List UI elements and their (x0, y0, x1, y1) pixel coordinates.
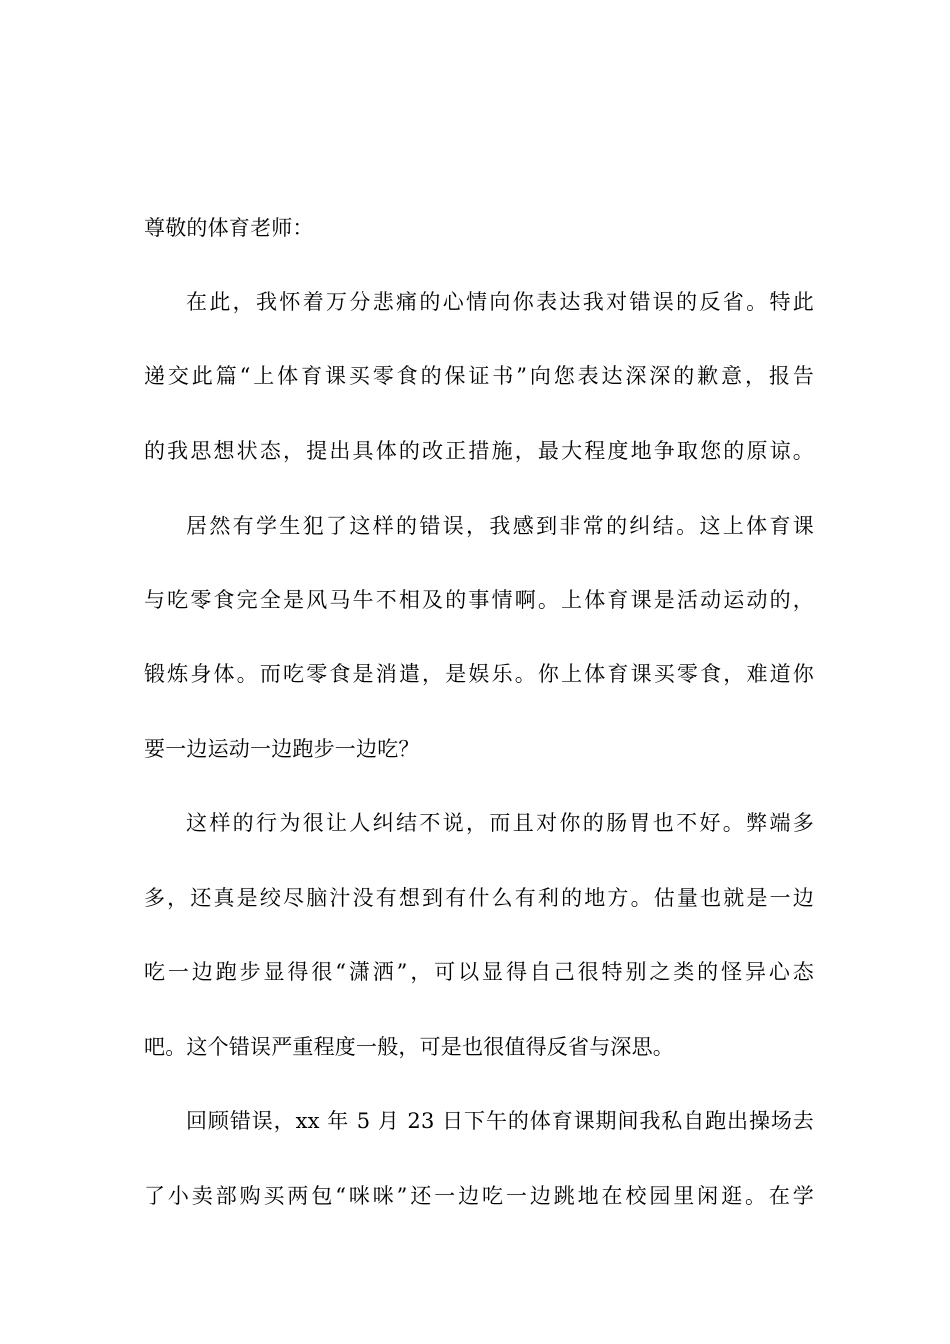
paragraph-4-line-1: 回顾错误，xx 年 5 月 23 日下午的体育课期间我私自跑出操场去 (186, 1109, 814, 1133)
paragraph-3-line-2: 多，还真是绞尽脑汁没有想到有什么有利的地方。估量也就是一边 (144, 886, 814, 910)
paragraph-2-line-1: 居然有学生犯了这样的错误，我感到非常的纠结。这上体育课 (186, 514, 814, 538)
paragraph-3-line-3: 吃一边跑步显得很“潇洒”，可以显得自己很特别之类的怪异心态 (144, 960, 814, 984)
paragraph-1-line-2: 递交此篇“上体育课买零食的保证书”向您表达深深的歉意，报告 (144, 364, 814, 388)
paragraph-3-line-1: 这样的行为很让人纠结不说，而且对你的肠胃也不好。弊端多 (186, 811, 814, 835)
salutation: 尊敬的体育老师： (144, 216, 314, 240)
paragraph-1-line-3: 的我思想状态，提出具体的改正措施，最大程度地争取您的原谅。 (144, 439, 814, 463)
paragraph-4-line-2: 了小卖部购买两包“咪咪”还一边吃一边跳地在校园里闲逛。在学 (144, 1184, 814, 1208)
paragraph-3-line-4: 吧。这个错误严重程度一般，可是也很值得反省与深思。 (144, 1035, 674, 1059)
paragraph-2-line-2: 与吃零食完全是风马牛不相及的事情啊。上体育课是活动运动的， (144, 588, 814, 612)
paragraph-2-line-3: 锻炼身体。而吃零食是消遣，是娱乐。你上体育课买零食，难道你 (144, 662, 814, 686)
paragraph-2-line-4: 要一边运动一边跑步一边吃？ (144, 737, 420, 761)
paragraph-1-line-1: 在此，我怀着万分悲痛的心情向你表达我对错误的反省。特此 (186, 290, 814, 314)
